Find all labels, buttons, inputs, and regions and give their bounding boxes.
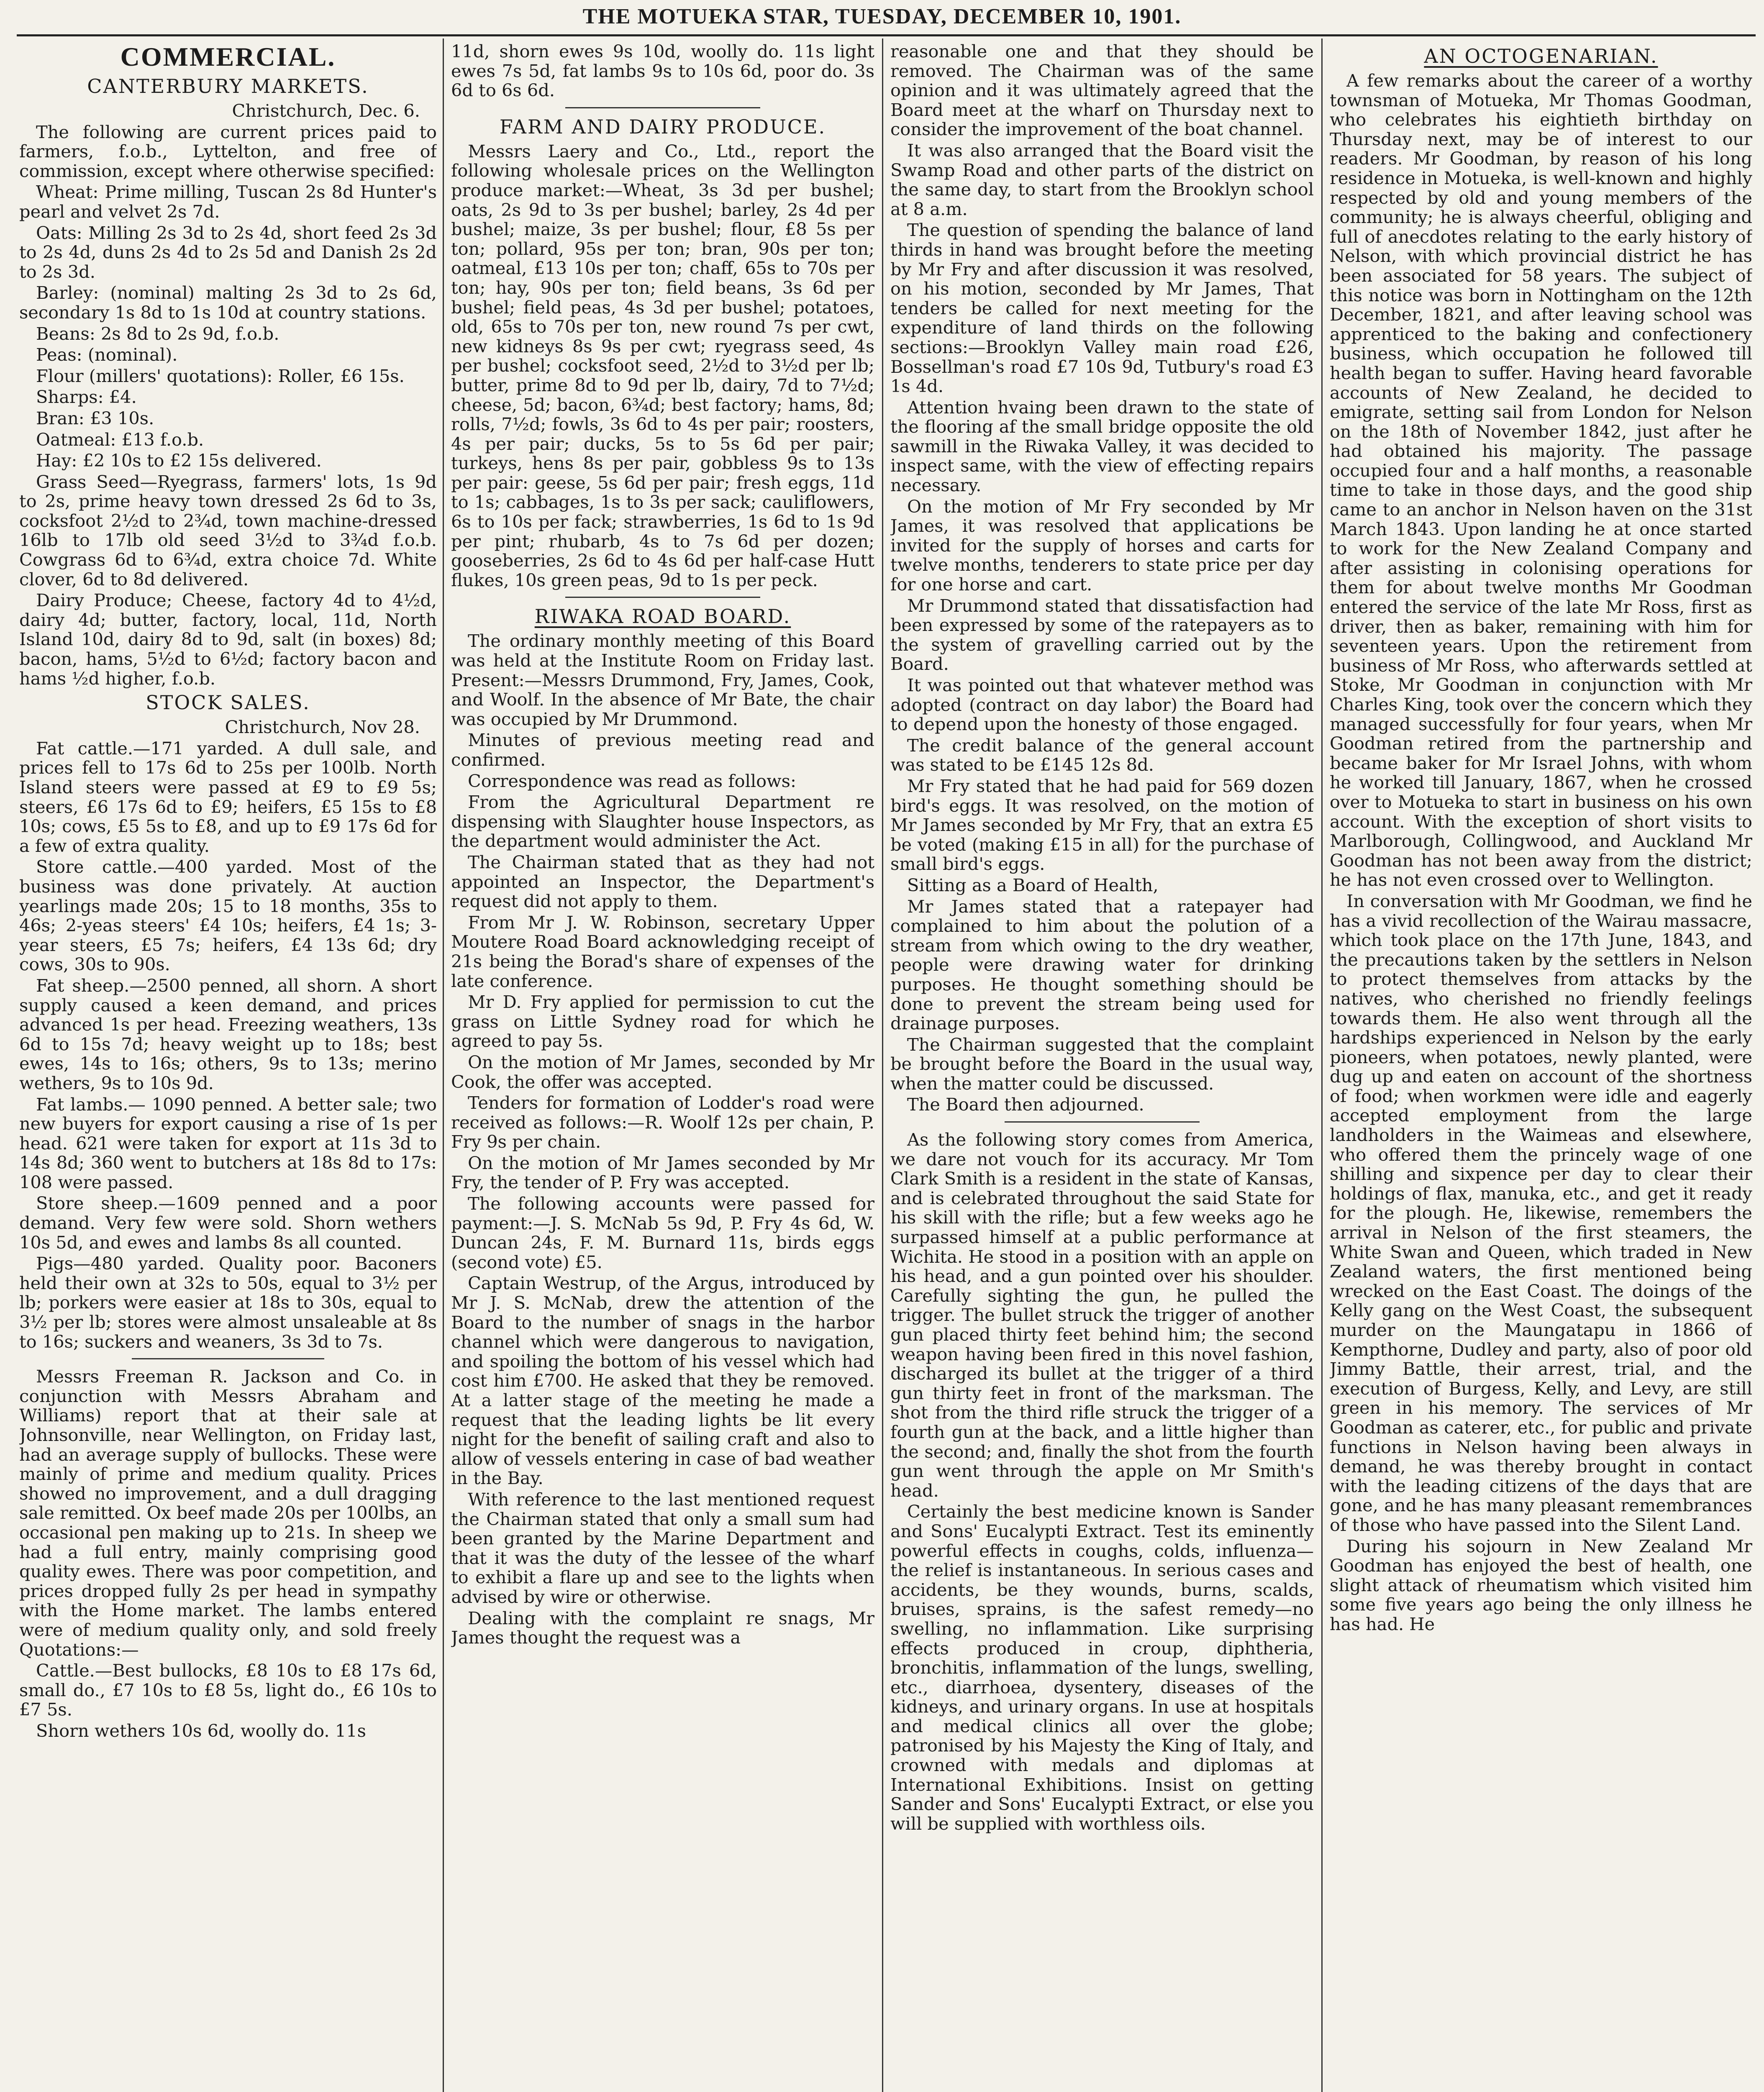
paragraph: Bran: £3 10s. — [36, 408, 154, 428]
paragraph: The Board then adjourned. — [907, 1094, 1144, 1115]
column-rule-3 — [1321, 38, 1323, 2092]
stock-sales-body — [19, 739, 437, 1351]
paragraph: From the Agricultural Department re dispensing with Slaughter house Inspectors, as the department would administer the Act. — [451, 792, 874, 851]
paragraph: On the motion of Mr James, seconded by Mr Cook, the offer was accepted. — [451, 1051, 874, 1092]
paragraph: Sharps: £4. — [36, 387, 137, 408]
paragraph: Wheat: Prime milling, Tuscan 2s 8d Hunter's pearl and velvet 2s 7d. — [19, 182, 437, 222]
paragraph: Dairy Produce; Cheese, factory 4d to 4½d, dairy 4d; butter, factory, local, 11d, North Island 10d, dairy 8d to 9d, salt (in boxes) 8d; bacon, hams, 5½d to 6½d; factory bacon and hams ½d higher, f.o.b. — [19, 590, 437, 689]
road-board-continued — [890, 42, 1314, 1115]
paragraph: During his sojourn in New Zealand Mr Goodman has enjoyed the best of health, one slight attack of rheumatism which visited him some five years ago being the only illness he has had. He — [1330, 1536, 1752, 1634]
paragraph: With reference to the last mentioned request the Chairman stated that only a small sum had been granted by the Marine Department and that it was the duty of the lessee of the wharf to exhibit a flare up and see to the lights when advised by wire or otherwise. — [451, 1489, 874, 1607]
subheading-stock-sales: STOCK SALES. — [146, 691, 310, 714]
paragraph: The ordinary monthly meeting of this Board was held at the Institute Room on Friday last. Present:—Messrs Drummond, Fry, James, Cook, and Woolf. In the absence of Mr Bate, the chair was occupied by Mr Drummond. — [451, 631, 874, 729]
paragraph: It was pointed out that whatever method was adopted (contract on day labor) the Board had to depend upon the honesty of those engaged. — [890, 675, 1314, 735]
subheading-canterbury-markets: CANTERBURY MARKETS. — [87, 75, 369, 97]
column-4 — [1330, 42, 1752, 2092]
column-3 — [890, 42, 1314, 2092]
paragraph: Oats: Milling 2s 3d to 2s 4d, short feed 2s 3d to 2s 4d, duns 2s 4d to 2s 5d and Danish 2s 2d to 2s 3d. — [19, 222, 437, 282]
masthead-rule — [17, 34, 1756, 36]
section-divider — [132, 1358, 324, 1359]
heading-octogenarian: AN OCTOGENARIAN. — [1424, 45, 1658, 67]
section-heading-commercial: COMMERCIAL. — [120, 42, 336, 72]
dateline: Christchurch, Dec. 6. — [232, 100, 420, 121]
paragraph: Mr James stated that a ratepayer had complained to him about the polution of a stream from which owing to the dry weather, people were drawing water for drinking purposes. He thought something should be done to prevent the stream being used for drainage purposes. — [890, 896, 1314, 1034]
paragraph: Fat lambs.— 1090 penned. A better sale; two new buyers for export causing a rise of 1s per head. 621 were taken for export at 11s 3d to 14s 8d; 360 went to butchers at 18s 8d to 17s: 108 were passed. — [19, 1094, 437, 1192]
paragraph: On the motion of Mr Fry seconded by Mr James, it was resolved that applications be invited for the supply of horses and carts for twelve months, tenderers to state price per day for one horse and cart. — [890, 496, 1314, 595]
paragraph: A few remarks about the career of a worthy townsman of Motueka, Mr Thomas Goodman, who celebrates his eightieth birthday on Thursday next, may be of interest to our readers. Mr Goodman, by reason of his long residence in Motueka, is well-known and highly respected by old and young members of the community; he is always cheerful, obliging and full of anecdotes relating to the early history of Nelson, with which provincial district he has been associated for 58 years. The subject of this notice was born in Nottingham on the 12th December, 1821, and after leaving school was apprenticed to the baking and confectionery business, which occupation he followed till health began to suffer. Having heard favorable accounts of New Zealand, he decided to emigrate, setting sail from London for Nelson on the 18th of November 1842, just after he had obtained his majority. The passage occupied four and a half months, a reasonable time to take in those days, and the good ship came to an anchor in Nelson haven on the 31st March 1843. Upon landing he at once started to work for the New Zealand Company and after assisting in colonising operations for them for about twelve months Mr Goodman entered the service of the late Mr Ross, first as driver, then as baker, remaining with him for seventeen years. Upon the retirement from business of Mr Ross, who afterwards settled at Stoke, Mr Goodman in conjunction with Mr Charles King, took over the concern which they managed successfully for four years, when Mr Goodman retired from the partnership and became baker for Mr Israel Johns, with whom he worked till January, 1867, when he crossed over to Motueka to start in business on his own account. With the exception of short visits to Marlborough, Collingwood, and Auckland Mr Goodman has not been away from the district; he has not even crossed over to Wellington. — [1330, 70, 1752, 890]
paragraph: Store cattle.—400 yarded. Most of the business was done privately. At auction yearlings made 20s; 15 to 18 months, 35s to 46s; 2-yeas steers' £4 10s; heifers, £4 1s; 3-year steers, £5 7s; heifers, £4 13s 6d; dry cows, 30s to 90s. — [19, 856, 437, 975]
section-divider — [565, 107, 760, 108]
paragraph: Beans: 2s 8d to 2s 9d, f.o.b. — [36, 323, 279, 344]
paragraph: Hay: £2 10s to £2 15s delivered. — [36, 450, 322, 471]
column-1 — [19, 42, 437, 2092]
wellington-report-body — [19, 1367, 437, 1741]
paragraph: The Chairman stated that as they had not appointed an Inspector, the Department's request did not apply to them. — [451, 851, 874, 912]
paragraph: reasonable one and that they should be removed. The Chairman was of the same opinion and it was ultimately agreed that the Board meet at the wharf on Thursday next to consider the improvement of the boat channel. — [890, 42, 1314, 140]
paragraph: The credit balance of the general account was stated to be £145 12s 8d. — [890, 735, 1314, 775]
paragraph: Sitting as a Board of Health, — [907, 874, 1159, 895]
paragraph-advertisement: Certainly the best medicine known is Sander and Sons' Eucalypti Extract. Test its eminently powerful effects in coughs, colds, influenza—the relief is instantaneous. In serious cases and accidents, be they wounds, burns, scalds, bruises, sprains, is the safest remedy—no swelling, no inflammation. Like surprising effects produced in croup, diphtheria, bronchitis, inflammation of the lungs, swelling, etc., diarrhoea, dysentery, diseases of the kidneys, and urinary organs. In use at hospitals and medical clinics all over the globe; patronised by his Majesty the King of Italy, and crowned with medals and diplomas at International Exhibitions. Insist on getting Sander and Sons' Eucalypti Extract, or else you will be supplied with worthless oils. — [890, 1501, 1314, 1834]
paragraph: Captain Westrup, of the Argus, introduced by Mr J. S. McNab, drew the attention of the Board to the number of snags in the harbor channel which were dangerous to navigation, and spoiling the bottom of his vessel which had cost him £700. He asked that they be removed. At a latter stage of the meeting he made a request that the leading lights be lit every night for the benefit of sailing craft and also to allow of vessels entering in case of bad weather in the Bay. — [451, 1273, 874, 1489]
paragraph: Shorn wethers 10s 6d, woolly do. 11s — [36, 1720, 366, 1741]
paragraph: Correspondence was read as follows: — [468, 770, 796, 791]
paragraph: The Chairman suggested that the complaint be brought before the Board in the usual way, when the matter could be discussed. — [890, 1034, 1314, 1094]
section-divider — [1005, 1121, 1200, 1123]
paragraph: Messrs Laery and Co., Ltd., report the following wholesale prices on the Wellington produce market:—Wheat, 3s 3d per bushel; oats, 2s 9d to 3s per bushel; barley, 2s 4d per bushel; maize, 3s per bushel; flour, £8 5s per ton; pollard, 95s per ton; bran, 90s per ton; oatmeal, £13 10s per ton; chaff, 65s to 70s per ton; hay, 90s per ton; field beans, 3s 6d per bushel; field peas, 4s 3d per bushel; potatoes, old, 65s to 70s per ton, new round 7s per cwt, new kidneys 8s 9s per cwt; ryegrass seed, 4s per bushel; cocksfoot seed, 2½d to 3½d per lb; butter, prime 8d to 9d per lb, dairy, 7d to 7½d; cheese, 5d; bacon, 6¾d; best factory; hams, 8d; rolls, 7½d; fowls, 3s 6d to 4s per pair; roosters, 4s per pair; ducks, 5s to 5s 6d per pair; turkeys, hens 8s per pair, gobbless 9s to 13s per pair: geese, 5s 6d per pair; fresh eggs, 11d to 1s; cabbages, 1s to 3s per sack; cauliflowers, 6s to 10s per fack; strawberries, 1s 6d to 1s 9d per pint; rhubarb, 4s to 7s 6d per dozen; gooseberries, 2s 6d to 4s 6d per half-case Hutt flukes, 10s green peas, 9d to 1s per peck. — [451, 141, 874, 590]
paragraph: Store sheep.—1609 penned and a poor demand. Very few were sold. Shorn wethers 10s 5d, and ewes and lambs 8s all counted. — [19, 1193, 437, 1253]
markets-body — [19, 123, 437, 689]
paragraph: Flour (millers' quotations): Roller, £6 15s. — [36, 365, 405, 386]
paragraph: Messrs Freeman R. Jackson and Co. in conjunction with Messrs Abraham and Williams) report that at their sale at Johnsonville, near Wellington, on Friday last, had an average supply of bullocks. These were mainly of prime and medium quality. Prices showed no improvement, and a dull dragging sale remitted. Ox beef made 20s per 100lbs, an occasional pen making up to 21s. In sheep we had a full entry, mainly comprising good quality ewes. There was poor competition, and prices dropped fully 2s per head in sympathy with the Home market. The lambs entered were of medium quality only, and sold freely Quotations:— — [19, 1366, 437, 1660]
paragraph: The following are current prices paid to farmers, f.o.b., Lyttelton, and free of commission, except where otherwise specified: — [19, 121, 437, 181]
paragraph: The question of spending the balance of land thirds in hand was brought before the meeting by Mr Fry and after discussion it was resolved, on his motion, seconded by Mr James, That tenders be called for next meeting for the expenditure of land thirds on the following sections:—Brooklyn Valley main road £26, Bossellman's road £7 10s 9d, Tutbury's road £3 1s 4d. — [890, 220, 1314, 397]
subheading-farm-dairy-produce: FARM AND DAIRY PRODUCE. — [499, 115, 826, 138]
paragraph: Mr Fry stated that he had paid for 569 dozen bird's eggs. It was resolved, on the motion of Mr James seconded by Mr Fry, that an extra £5 be voted (making £15 in all) for the purchase of small bird's eggs. — [890, 775, 1314, 874]
paragraph: Cattle.—Best bullocks, £8 10s to £8 17s 6d, small do., £7 10s to £8 5s, light do., £6 10s to £7 5s. — [19, 1660, 437, 1720]
column-2 — [451, 42, 874, 2092]
paragraph: Grass Seed—Ryegrass, farmers' lots, 1s 9d to 2s, prime heavy town dressed 2s 6d to 3s, cocksfoot 2½d to 2¾d, town machine-dressed 16lb to 17lb old seed 3½d to 3¾d f.o.b. Cowgrass 6d to 6¾d, extra choice 7d. White clover, 6d to 8d delivered. — [19, 471, 437, 590]
paragraph: Pigs—480 yarded. Quality poor. Baconers held their own at 32s to 50s, equal to 3½ per lb; porkers were easier at 18s to 30s, equal to 3½ per lb; stores were almost unsaleable at 8s to 16s; suckers and weaners, 3s 3d to 7s. — [19, 1253, 437, 1352]
paragraph: Fat sheep.—2500 penned, all shorn. A short supply caused a keen demand, and prices advanced 1s per head. Freezing weathers, 13s 6d to 15s 7d; heavy weight up to 18s; best ewes, 14s to 16s; others, 9s to 13s; merino wethers, 9s to 10s 9d. — [19, 975, 437, 1093]
paragraph-marksman-story: As the following story comes from America, we dare not vouch for its accuracy. Mr Tom Clark Smith is a resident in the state of Kansas, and is celebrated throughout the said State for his skill with the rifle; but a few weeks ago he surpassed himself at a public performance at Wichita. He stood in a position with an apple on his head, and a gun pointed over his shoulder. Carefully sighting the gun, he pulled the trigger. The bullet struck the trigger of another gun placed thirty feet behind him; the second weapon having been fired in this novel fashion, discharged its bullet at the trigger of a third gun thirty feet in front of the marksman. The shot from the third rifle struck the trigger of a fourth gun at the back, and a little higher than the second; and, finally the shot from the fourth gun went through the apple on Mr Smith's head. — [890, 1129, 1314, 1501]
paragraph: Tenders for formation of Lodder's road were received as follows:—R. Woolf 12s per chain, P. Fry 9s per chain. — [451, 1092, 874, 1152]
paragraph: Mr D. Fry applied for permission to cut the grass on Little Sydney road for which he agreed to pay 5s. — [451, 992, 874, 1051]
column-rule-1 — [443, 38, 444, 2092]
dateline: Christchurch, Nov 28. — [225, 717, 420, 738]
paragraph: Barley: (nominal) malting 2s 3d to 2s 6d, secondary 1s 8d to 1s 10d at country stations. — [19, 282, 437, 323]
paragraph: Peas: (nominal). — [36, 344, 178, 365]
road-board-body — [451, 631, 874, 1647]
column-rule-2 — [882, 38, 883, 2092]
paragraph: It was also arranged that the Board visit the Swamp Road and other parts of the district on the same day, to start from the Brooklyn school at 8 a.m. — [890, 140, 1314, 219]
paragraph: Oatmeal: £13 f.o.b. — [36, 429, 204, 450]
paragraph: 11d, shorn ewes 9s 10d, woolly do. 11s light ewes 7s 5d, fat lambs 9s to 10s 6d, poor do. 3s 6d to 6s 6d. — [451, 42, 874, 101]
paragraph: The following accounts were passed for payment:—J. S. McNab 5s 9d, P. Fry 4s 6d, W. Duncan 24s, F. M. Burnard 11s, birds eggs (second vote) £5. — [451, 1193, 874, 1272]
section-divider — [565, 597, 760, 598]
masthead: THE MOTUEKA STAR, TUESDAY, DECEMBER 10, 1901. — [582, 5, 1182, 28]
paragraph: From Mr J. W. Robinson, secretary Upper Moutere Road Board acknowledging receipt of 21s being the Borad's share of expenses of the late conference. — [451, 912, 874, 991]
paragraph: In conversation with Mr Goodman, we find he has a vivid recollection of the Wairau massacre, which took place on the 17th June, 1843, and the precautions taken by the settlers in Nelson to protect themselves from attacks by the natives, who cherished no friendly feelings towards them. He also went through all the hardships experienced in Nelson by the early pioneers, when potatoes, newly planted, were dug up and eaten on account of the shortness of food; when workmen were idle and eagerly accepted employment from the large landholders in the Waimeas and elsewhere, who offered them the princely wage of one shilling and sixpence per day to clear their holdings of flax, manuka, etc., and get it ready for the plough. He, likewise, remembers the arrival in Nelson of the first steamers, the White Swan and Queen, which traded in New Zealand waters, the first mentioned being wrecked on the East Coast. The doings of the Kelly gang on the West Coast, the subsequent murder on the Maungatapu in 1866 of Kempthorne, Dudley and party, also of poor old Jimmy Battle, their arrest, trial, and the execution of Burgess, Kelly, and Levy, are still green in his memory. The services of Mr Goodman as caterer, etc., for public and private functions in Nelson having been always in demand, he was thereby brought in contact with the leading citizens of the days that are gone, and he has many pleasant remembrances of those who have passed into the Silent Land. — [1330, 890, 1752, 1535]
paragraph: Fat cattle.—171 yarded. A dull sale, and prices fell to 17s 6d to 25s per 100lb. North Island steers were passed at £9 to £9 5s; steers, £6 17s 6d to £9; heifers, £5 15s to £8 10s; cows, £5 5s to £8, and up to £9 17s 6d for a few of extra quality. — [19, 738, 437, 856]
paragraph: Minutes of previous meeting read and confirmed. — [451, 730, 874, 770]
paragraph: On the motion of Mr James seconded by Mr Fry, the tender of P. Fry was accepted. — [451, 1152, 874, 1193]
subheading-riwaka-road-board: RIWAKA ROAD BOARD. — [534, 605, 791, 628]
paragraph: Dealing with the complaint re snags, Mr James thought the request was a — [451, 1607, 874, 1648]
paragraph: Attention hvaing been drawn to the state of the flooring af the small bridge opposite the old sawmill in the Riwaka Valley, it was decided to inspect same, with the view of effecting repairs necessary. — [890, 397, 1314, 496]
paragraph: Mr Drummond stated that dissatisfaction had been expressed by some of the ratepayers as to the system of gravelling carried out by the Board. — [890, 595, 1314, 674]
